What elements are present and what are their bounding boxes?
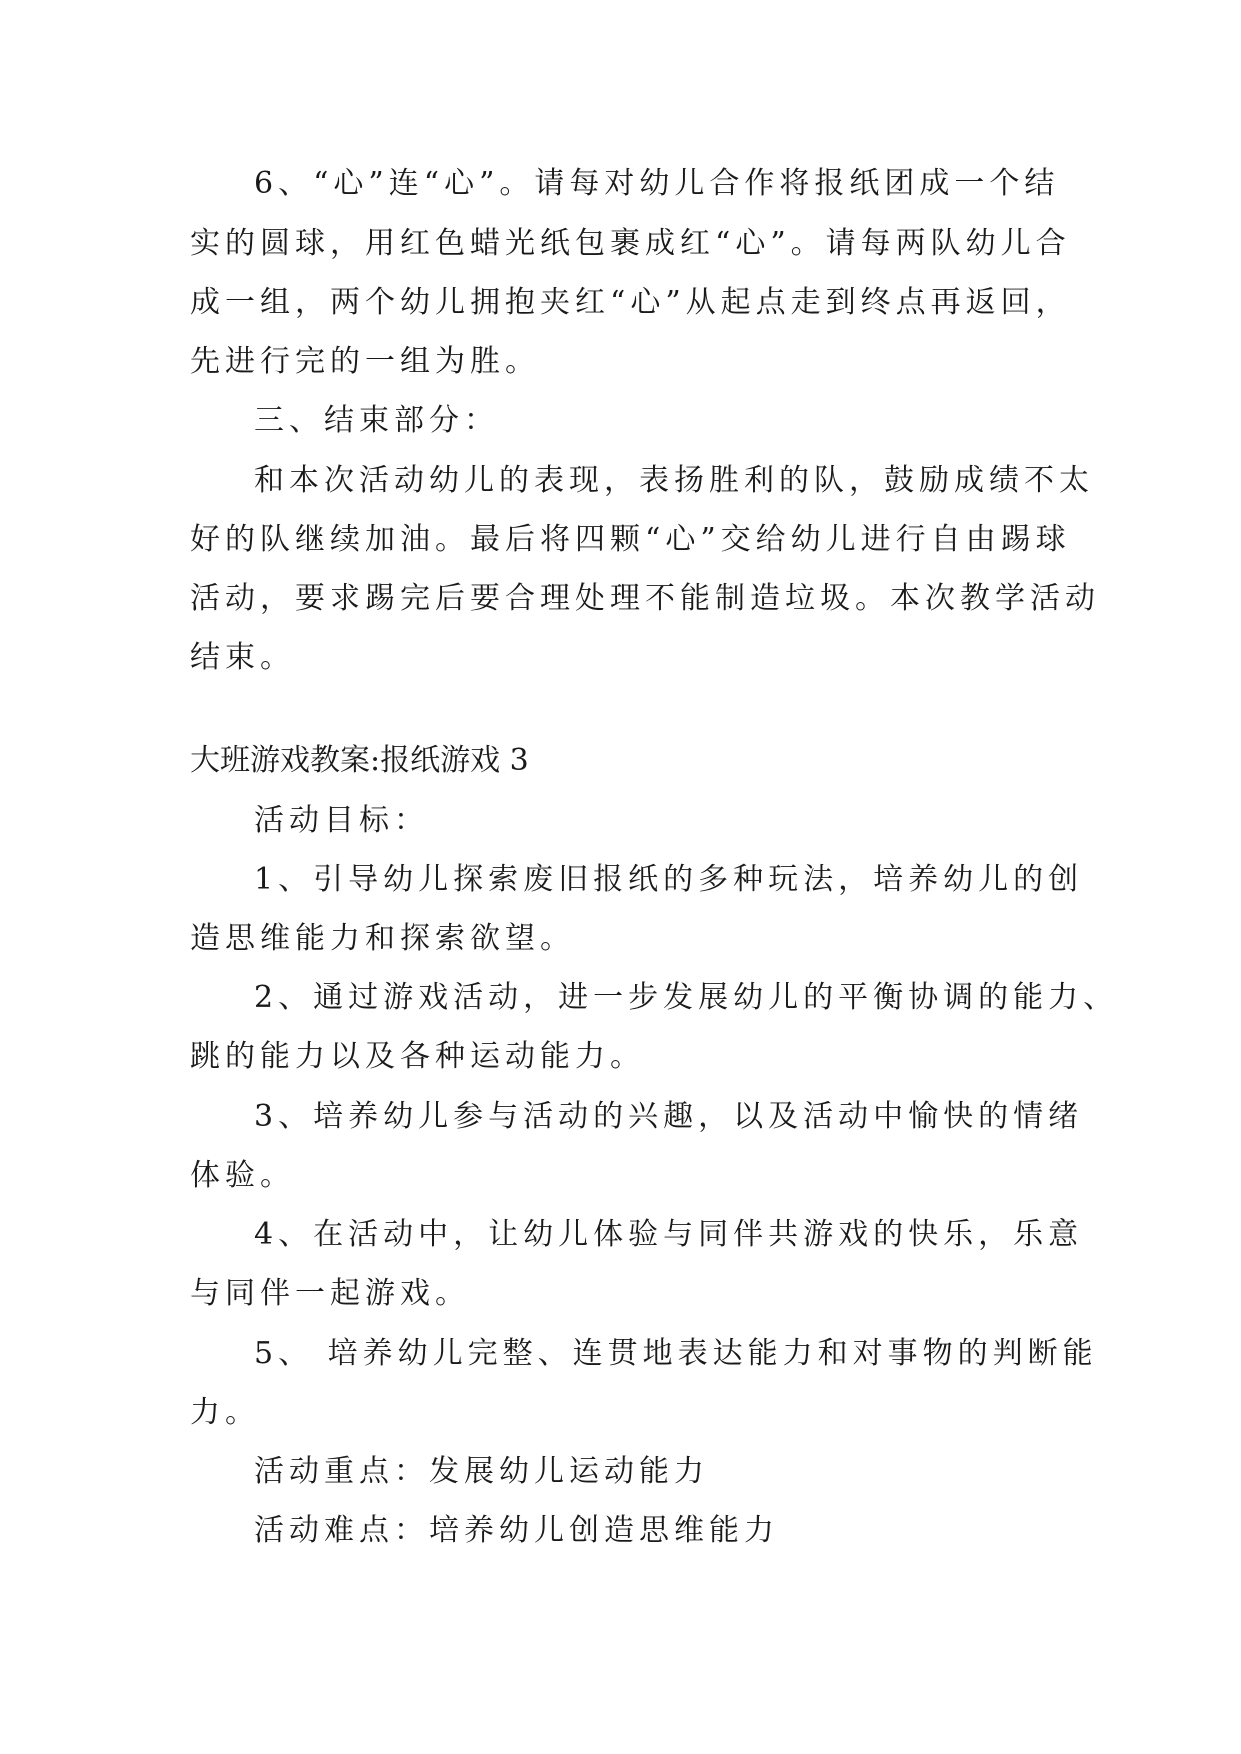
paragraph-line: 3、培养幼儿参与活动的兴趣，以及活动中愉快的情绪 <box>254 1099 1084 1134</box>
paragraph-line: 1、引导幼儿探索废旧报纸的多种玩法，培养幼儿的创 <box>254 862 1084 897</box>
paragraph-line: 和本次活动幼儿的表现，表扬胜利的队，鼓励成绩不太 <box>254 463 1094 498</box>
paragraph-line: 跳的能力以及各种运动能力。 <box>190 1039 645 1074</box>
paragraph-line: 力。 <box>190 1395 260 1430</box>
paragraph-line: 与同伴一起游戏。 <box>190 1276 470 1311</box>
paragraph-line: 结束。 <box>190 640 295 675</box>
paragraph-line: 5、 培养幼儿完整、连贯地表达能力和对事物的判断能 <box>254 1336 1098 1371</box>
document-title: 大班游戏教案:报纸游戏 3 <box>190 743 529 778</box>
paragraph-line: 活动重点：发展幼儿运动能力 <box>254 1454 709 1489</box>
paragraph-line: 实的圆球，用红色蜡光纸包裹成红“心”。请每两队幼儿合 <box>190 226 1071 261</box>
paragraph-line: 4、在活动中，让幼儿体验与同伴共游戏的快乐，乐意 <box>254 1217 1084 1252</box>
paragraph-line: 活动难点：培养幼儿创造思维能力 <box>254 1513 779 1548</box>
paragraph-line: 成一组，两个幼儿拥抱夹红“心”从起点走到终点再返回， <box>190 285 1071 320</box>
paragraph-line: 2、通过游戏活动，进一步发展幼儿的平衡协调的能力、 <box>254 980 1119 1015</box>
section-heading: 三、结束部分： <box>254 403 499 438</box>
paragraph-line: 体验。 <box>190 1158 295 1193</box>
section-heading: 活动目标： <box>254 803 429 838</box>
paragraph-line: 造思维能力和探索欲望。 <box>190 921 575 956</box>
paragraph-line: 好的队继续加油。最后将四颗“心”交给幼儿进行自由踢球 <box>190 522 1071 557</box>
paragraph-line: 活动，要求踢完后要合理处理不能制造垃圾。本次教学活动 <box>190 581 1100 616</box>
paragraph-line: 先进行完的一组为胜。 <box>190 344 540 379</box>
paragraph-line: 6、“心”连“心”。请每对幼儿合作将报纸团成一个结 <box>254 166 1060 201</box>
